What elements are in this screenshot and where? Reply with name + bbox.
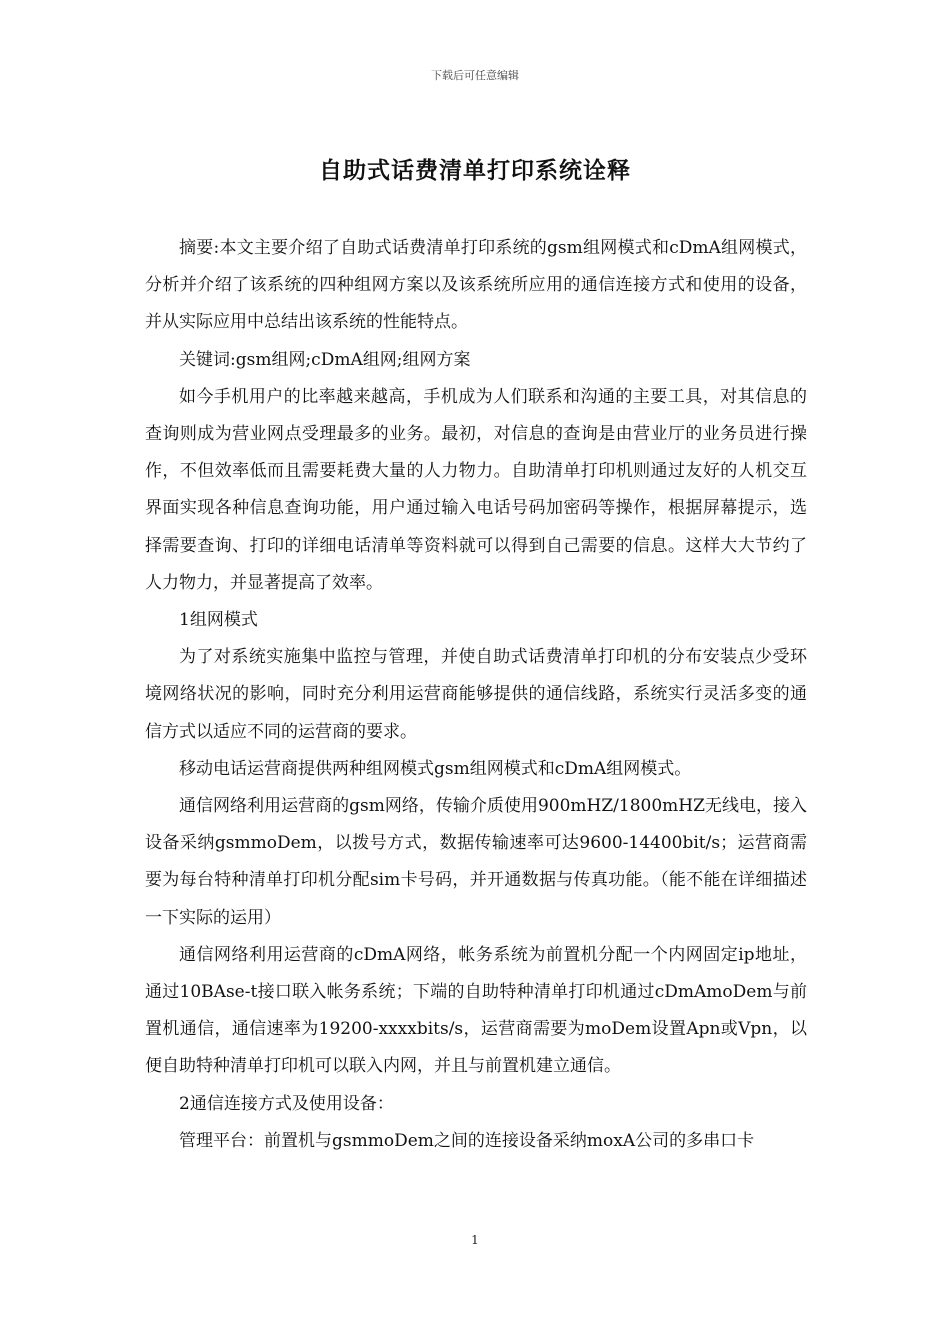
- header-note: 下载后可任意编辑: [431, 69, 519, 82]
- body-paragraph: 管理平台：前置机与gsmmoDem之间的连接设备采纳moxA公司的多串口卡: [179, 1130, 755, 1151]
- section-heading-networking-mode: 1组网模式: [179, 610, 258, 631]
- body-paragraph: 为了对系统实施集中监控与管理，并使自助式话费清单打印机的分布安装点少受环境网络状况的影响，同时充分利用运营商能够提供的通信线路，系统实行灵活多变的通信方式以适应不同的运营商的要求。: [145, 647, 807, 742]
- cdma-paragraph: 通信网络利用运营商的cDmA网络，帐务系统为前置机分配一个内网固定ip地址，通过10BAse-t接口联入帐务系统；下端的自助特种清单打印机通过cDmAmoDem与前置机通信，通信速率为19200-xxxxbits/s，运营商需要为moDem设置Apn或Vpn，以便自助特种清单打印机可以联入内网，并且与前置机建立通信。: [145, 944, 807, 1077]
- section-heading-connection: 2通信连接方式及使用设备：: [179, 1093, 394, 1114]
- intro-paragraph: 如今手机用户的比率越来越高，手机成为人们联系和沟通的主要工具，对其信息的查询则成为营业网点受理最多的业务。最初，对信息的查询是由营业厅的业务员进行操作，不但效率低而且需要耗费大量的人力物力。自助清单打印机则通过友好的人机交互界面实现各种信息查询功能，用户通过输入电话号码加密码等操作，根据屏幕提示，选择需要查询、打印的详细电话清单等资料就可以得到自己需要的信息。这样大大节约了人力物力，并显著提高了效率。: [145, 386, 807, 593]
- page-number: 1: [471, 1233, 479, 1247]
- body-paragraph: 移动电话运营商提供两种组网模式gsm组网模式和cDmA组网模式。: [179, 758, 692, 779]
- keywords-paragraph: 关键词:gsm组网;cDmA组网;组网方案: [179, 349, 471, 370]
- gsm-paragraph: 通信网络利用运营商的gsm网络，传输介质使用900mHZ/1800mHZ无线电，接入设备采纳gsmmoDem，以拨号方式，数据传输速率可达9600-14400bit/s；运营商需要为每台特种清单打印机分配sim卡号码，并开通数据与传真功能。（能不能在详细描述一下实际的运用）: [145, 796, 807, 928]
- document-body: [145, 230, 807, 1160]
- abstract-paragraph: 摘要:本文主要介绍了自助式话费清单打印系统的gsm组网模式和cDmA组网模式，分析并介绍了该系统的四种组网方案以及该系统所应用的通信连接方式和使用的设备，并从实际应用中总结出该系统的性能特点。: [145, 238, 807, 333]
- document-title: 自助式话费清单打印系统诠释: [319, 158, 631, 184]
